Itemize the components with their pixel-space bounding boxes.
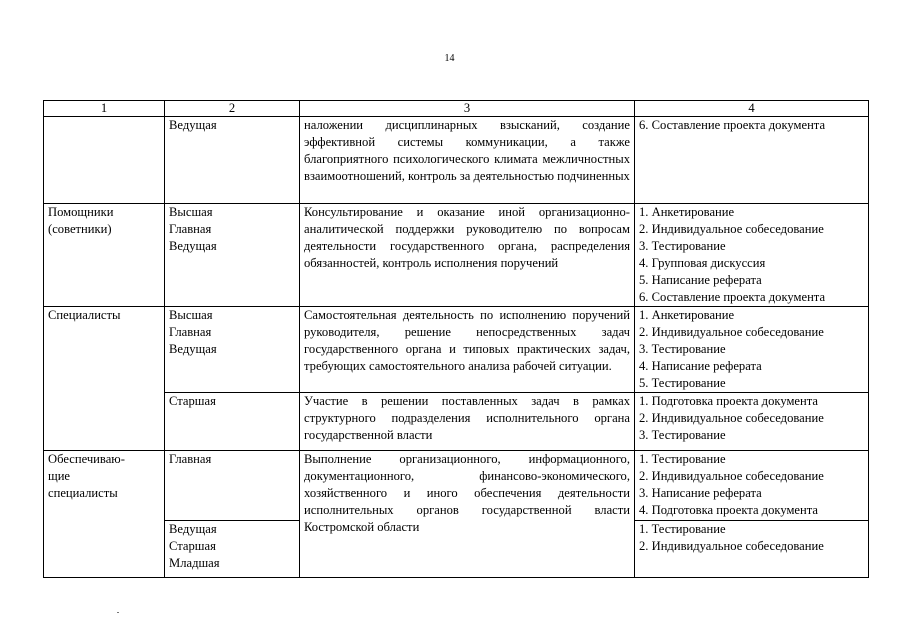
group-label: Главная — [169, 222, 212, 236]
method-item: 6. Составление проекта документа — [639, 290, 826, 304]
method-item: 4. Написание реферата — [639, 359, 762, 373]
methods-cell — [635, 204, 869, 307]
method-item: 2. Индивидуальное собеседование — [639, 325, 824, 339]
group-label: Старшая — [169, 539, 216, 553]
group-cell — [165, 117, 300, 204]
group-label: Высшая — [169, 205, 213, 219]
table-row — [44, 204, 869, 307]
column-header-1: 1 — [44, 101, 165, 117]
category-cell: Специалисты — [44, 307, 165, 451]
group-label: Ведущая — [169, 342, 217, 356]
group-label: Ведущая — [169, 118, 217, 132]
category-cell — [44, 451, 165, 578]
category-line: Обеспечиваю- — [48, 452, 125, 466]
category-line: специалисты — [48, 486, 118, 500]
group-label: Главная — [169, 325, 212, 339]
category-cell — [44, 117, 165, 204]
method-item: 4. Групповая дискуссия — [639, 256, 766, 270]
group-label: Старшая — [169, 394, 216, 408]
method-item: 1. Тестирование — [639, 522, 726, 536]
qualification-table — [43, 100, 869, 578]
method-item: 4. Подготовка проекта документа — [639, 503, 819, 517]
group-cell — [165, 521, 300, 578]
table-row — [44, 117, 869, 204]
group-label: Главная — [169, 452, 212, 466]
method-item: 3. Тестирование — [639, 342, 726, 356]
method-item: 2. Индивидуальное собеседование — [639, 411, 824, 425]
table-row — [44, 451, 869, 521]
method-item: 2. Индивидуальное собеседование — [639, 539, 824, 553]
method-item: 1. Подготовка проекта документа — [639, 394, 819, 408]
column-header-3: 3 — [300, 101, 635, 117]
methods-cell — [635, 117, 869, 204]
method-item: 2. Индивидуальное собеседование — [639, 469, 824, 483]
column-header-2: 2 — [165, 101, 300, 117]
group-cell — [165, 393, 300, 451]
method-item: 1. Тестирование — [639, 452, 726, 466]
method-item: 5. Тестирование — [639, 376, 726, 390]
group-cell — [165, 451, 300, 521]
description-cell: Консультирование и оказание иной организационно-аналитической поддержки руководителю по вопросам деятельности государственного органа, распределения обязанностей, контроль исполнения поручений — [300, 204, 635, 307]
table-row — [44, 393, 869, 451]
method-item: 3. Тестирование — [639, 239, 726, 253]
method-item: 3. Тестирование — [639, 428, 726, 442]
group-label: Ведущая — [169, 239, 217, 253]
page-number: 14 — [444, 53, 455, 64]
group-label: Ведущая — [169, 522, 217, 536]
methods-cell — [635, 307, 869, 393]
method-item: 2. Индивидуальное собеседование — [639, 222, 824, 236]
group-cell — [165, 204, 300, 307]
methods-cell — [635, 451, 869, 521]
table-header-row — [44, 101, 869, 117]
method-item: 1. Анкетирование — [639, 205, 735, 219]
method-item: 6. Составление проекта документа — [639, 118, 826, 132]
column-header-4: 4 — [635, 101, 869, 117]
group-label: Высшая — [169, 308, 213, 322]
methods-cell — [635, 393, 869, 451]
method-item: 3. Написание реферата — [639, 486, 762, 500]
method-item: 5. Написание реферата — [639, 273, 762, 287]
description-cell: Выполнение организационного, информационного, документационного, финансово-экономического, хозяйственного и иного обеспечения деятельности исполнительных органов государственной власти Костромской области — [300, 451, 635, 578]
table-row — [44, 307, 869, 393]
description-cell: наложении дисциплинарных взысканий, создание эффективной системы коммуникации, а также благоприятного психологического климата межличностных взаимоотношений, контроль за деятельностью подчиненных — [300, 117, 635, 204]
group-label: Младшая — [169, 556, 220, 570]
methods-cell — [635, 521, 869, 578]
description-cell: Самостоятельная деятельность по исполнению поручений руководителя, решение непосредственных задач государственного органа и типовых практических задач, требующих самостоятельного анализа рабочей ситуации. — [300, 307, 635, 393]
scan-speck — [117, 612, 119, 613]
description-cell: Участие в решении поставленных задач в рамках структурного подразделения исполнительного органа государственной власти — [300, 393, 635, 451]
category-cell: Помощники (советники) — [44, 204, 165, 307]
method-item: 1. Анкетирование — [639, 308, 735, 322]
group-cell — [165, 307, 300, 393]
category-line: щие — [48, 469, 71, 483]
